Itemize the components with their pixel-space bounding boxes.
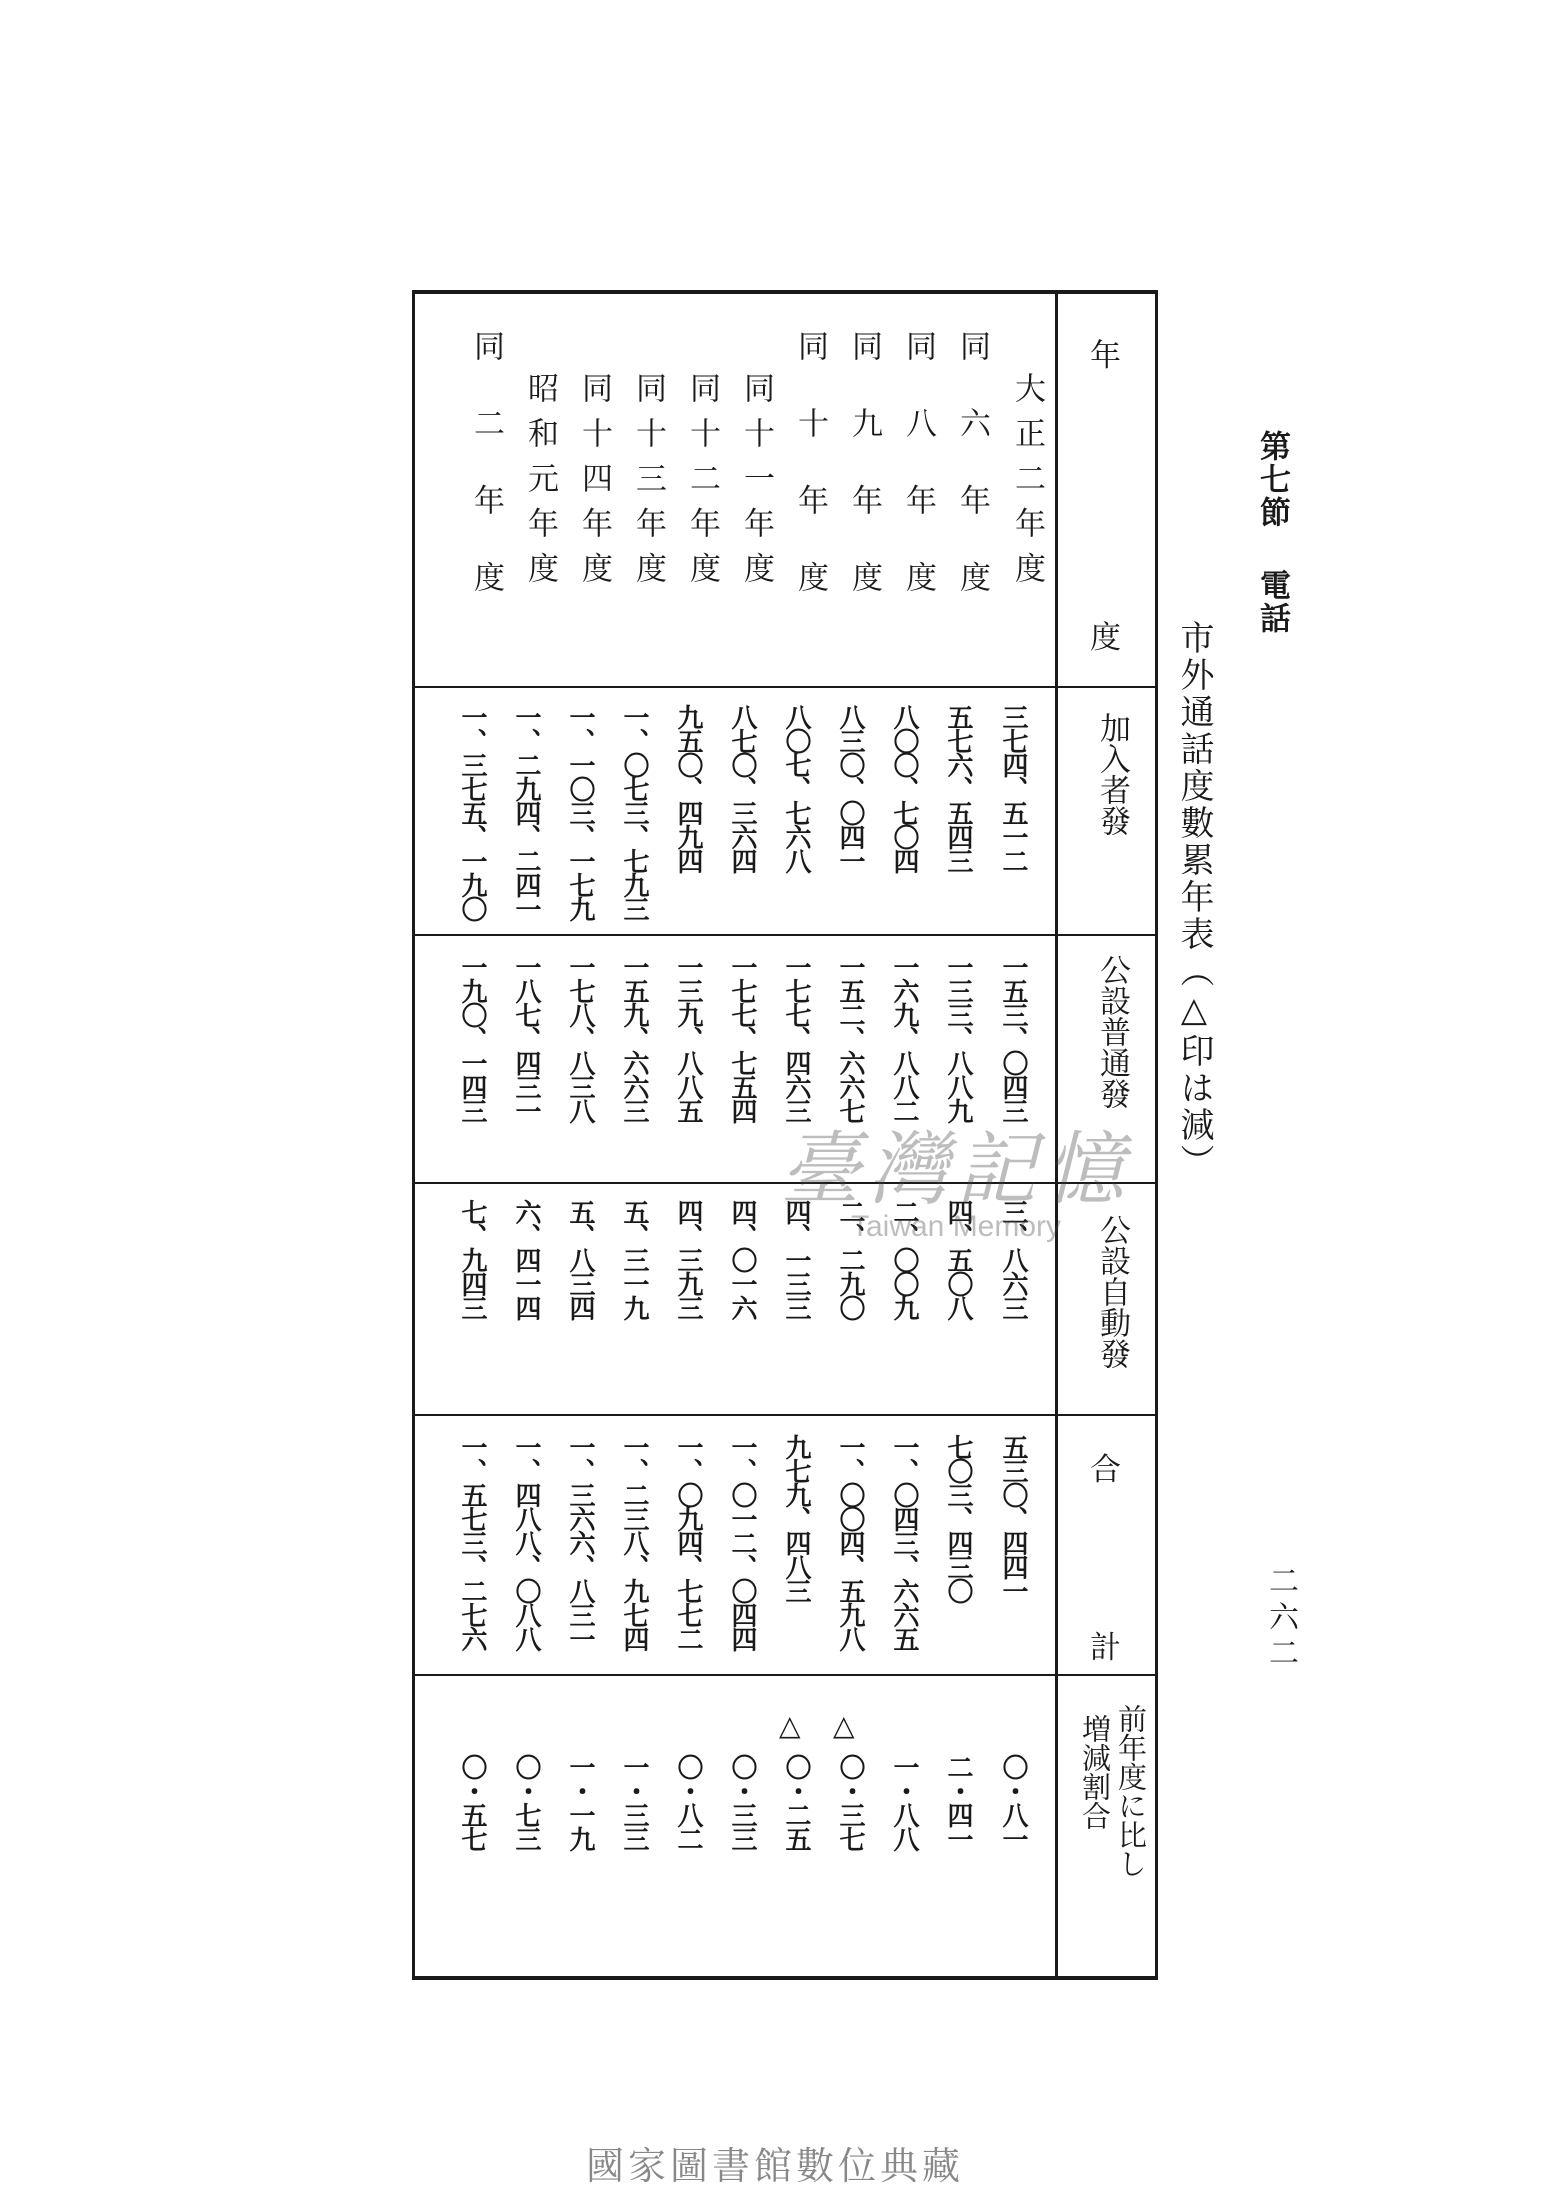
table-note: （△印は減） [1174, 953, 1214, 1181]
cell-subscriber: 一、三七五、一九〇 [457, 704, 487, 920]
year-cell: 同十三年度 [630, 371, 666, 597]
footer-credit: 國家圖書館數位典藏 [585, 2144, 964, 2188]
cell-change: 〇・三七 [835, 1754, 865, 1850]
cell-subscriber: 八七〇、三六四 [727, 704, 757, 872]
cell-total: 一、〇九四、七七二 [673, 1434, 703, 1650]
cell-total: 一、三六六、八三一 [565, 1434, 595, 1650]
cell-total: 一、二三八、九七四 [619, 1434, 649, 1650]
cell-public-auto: 五、三一九 [619, 1199, 649, 1319]
year-cell: 同九年度 [846, 330, 882, 638]
year-cell: 同十二年度 [684, 371, 720, 597]
cell-subscriber: 一、二九四、二四一 [511, 704, 541, 920]
cell-total: 一、〇一二、〇四四 [727, 1434, 757, 1650]
cell-public-regular: 一六九、八八二 [889, 954, 919, 1122]
section-label: 第七節 [1254, 430, 1290, 529]
cell-change: 〇・八一 [998, 1754, 1028, 1850]
cell-public-regular: 一五九、六六三 [619, 954, 649, 1122]
watermark-cn: 臺灣記憶 [780, 1123, 1132, 1216]
decrease-marker: △ [779, 1709, 801, 1742]
col-head-public-auto: 公設自動發 [1094, 1214, 1130, 1369]
cell-public-regular: 一七八、八三八 [565, 954, 595, 1122]
year-cell: 同十一年度 [738, 371, 774, 597]
cell-public-regular: 一三九、八八五 [673, 954, 703, 1122]
cell-total: 五三〇、四四一 [998, 1434, 1028, 1602]
cell-public-regular: 一七七、七五四 [727, 954, 757, 1122]
cell-change: 〇・七三 [511, 1754, 541, 1850]
year-cell: 大正二年度 [1009, 371, 1045, 597]
col-head-change-2: 増減割合 [1078, 1714, 1112, 1830]
row-divider [415, 1674, 1155, 1676]
watermark [780, 1105, 1132, 1244]
cell-total: 一、五七三、二七六 [457, 1434, 487, 1650]
cell-subscriber: 一、〇七三、七九三 [619, 704, 649, 920]
cell-public-auto: 六、四一四 [511, 1199, 541, 1319]
cell-public-regular: 一五二、六六七 [835, 954, 865, 1122]
cell-public-auto: 四、〇一六 [727, 1199, 757, 1319]
watermark-en: Taiwan Memory [850, 1210, 1062, 1243]
cell-public-regular: 一七七、四六三 [781, 954, 811, 1122]
row-divider [415, 934, 1155, 936]
row-divider [415, 686, 1155, 688]
row-divider [415, 1414, 1155, 1416]
cell-change: 二・四一 [943, 1754, 973, 1850]
cell-subscriber: 九五〇、四九四 [673, 704, 703, 872]
cell-change: 〇・五七 [457, 1754, 487, 1850]
col-head-public-regular: 公設普通發 [1094, 954, 1130, 1109]
col-head-year-bottom: 度 [1090, 620, 1121, 656]
cell-change: 一・八八 [889, 1754, 919, 1850]
cell-subscriber: 八〇〇、七〇四 [889, 704, 919, 872]
cell-public-auto: 四、一三三 [781, 1199, 811, 1319]
cell-total: 七〇三、四三〇 [943, 1434, 973, 1602]
year-cell: 同二年度 [468, 330, 504, 638]
cell-public-regular: 一三三、八八九 [943, 954, 973, 1122]
cell-change: 〇・二五 [781, 1754, 811, 1850]
cell-subscriber: 一、一〇三、一七九 [565, 704, 595, 920]
cell-total: 一、〇〇四、五九八 [835, 1434, 865, 1650]
section-header [1250, 430, 1295, 635]
col-head-year-top: 年 [1090, 338, 1121, 374]
cell-subscriber: 八三〇、〇四一 [835, 704, 865, 872]
year-cell: 同八年度 [900, 330, 936, 638]
year-cell: 昭和元年度 [522, 371, 558, 597]
col-head-change-1: 前年度に比し [1114, 1704, 1148, 1878]
cell-subscriber: 八〇七、七六八 [781, 704, 811, 872]
cell-change: 一・一九 [565, 1754, 595, 1850]
cell-public-auto: 三、八六三 [998, 1199, 1028, 1319]
page-number: 二六二 [1263, 1565, 1298, 1673]
cell-subscriber: 三七四、五一二 [998, 704, 1028, 872]
table-title [1170, 620, 1219, 1181]
cell-change: 〇・八二 [673, 1754, 703, 1850]
year-cell: 同十年度 [792, 330, 828, 638]
cell-public-regular: 一五三、〇四三 [998, 954, 1028, 1122]
cell-total: 一、〇四三、六六五 [889, 1434, 919, 1650]
cell-public-auto: 二、〇〇九 [889, 1199, 919, 1319]
cell-public-auto: 二、二九〇 [835, 1199, 865, 1319]
cell-total: 九七九、四八三 [781, 1434, 811, 1602]
decrease-marker: △ [833, 1709, 855, 1742]
table-title-text: 市外通話度數累年表 [1174, 620, 1214, 953]
year-cell: 同十四年度 [576, 371, 612, 597]
section-title: 電話 [1254, 569, 1290, 635]
col-head-subscriber: 加入者發 [1094, 712, 1130, 836]
cell-subscriber: 五七六、五四三 [943, 704, 973, 872]
cell-change: 〇・三三 [727, 1754, 757, 1850]
cell-total: 一、四八八、〇八八 [511, 1434, 541, 1650]
cell-public-auto: 四、五〇八 [943, 1199, 973, 1319]
col-head-total-bottom: 計 [1090, 1630, 1121, 1666]
cell-public-regular: 一八七、四三一 [511, 954, 541, 1122]
cell-public-auto: 四、三九三 [673, 1199, 703, 1319]
cell-change: 一・三三 [619, 1754, 649, 1850]
col-head-total-top: 合 [1090, 1452, 1121, 1488]
cell-public-regular: 一九〇、一四三 [457, 954, 487, 1122]
year-cell: 同六年度 [954, 330, 990, 638]
cell-public-auto: 七、九四三 [457, 1199, 487, 1319]
cell-public-auto: 五、八三四 [565, 1199, 595, 1319]
